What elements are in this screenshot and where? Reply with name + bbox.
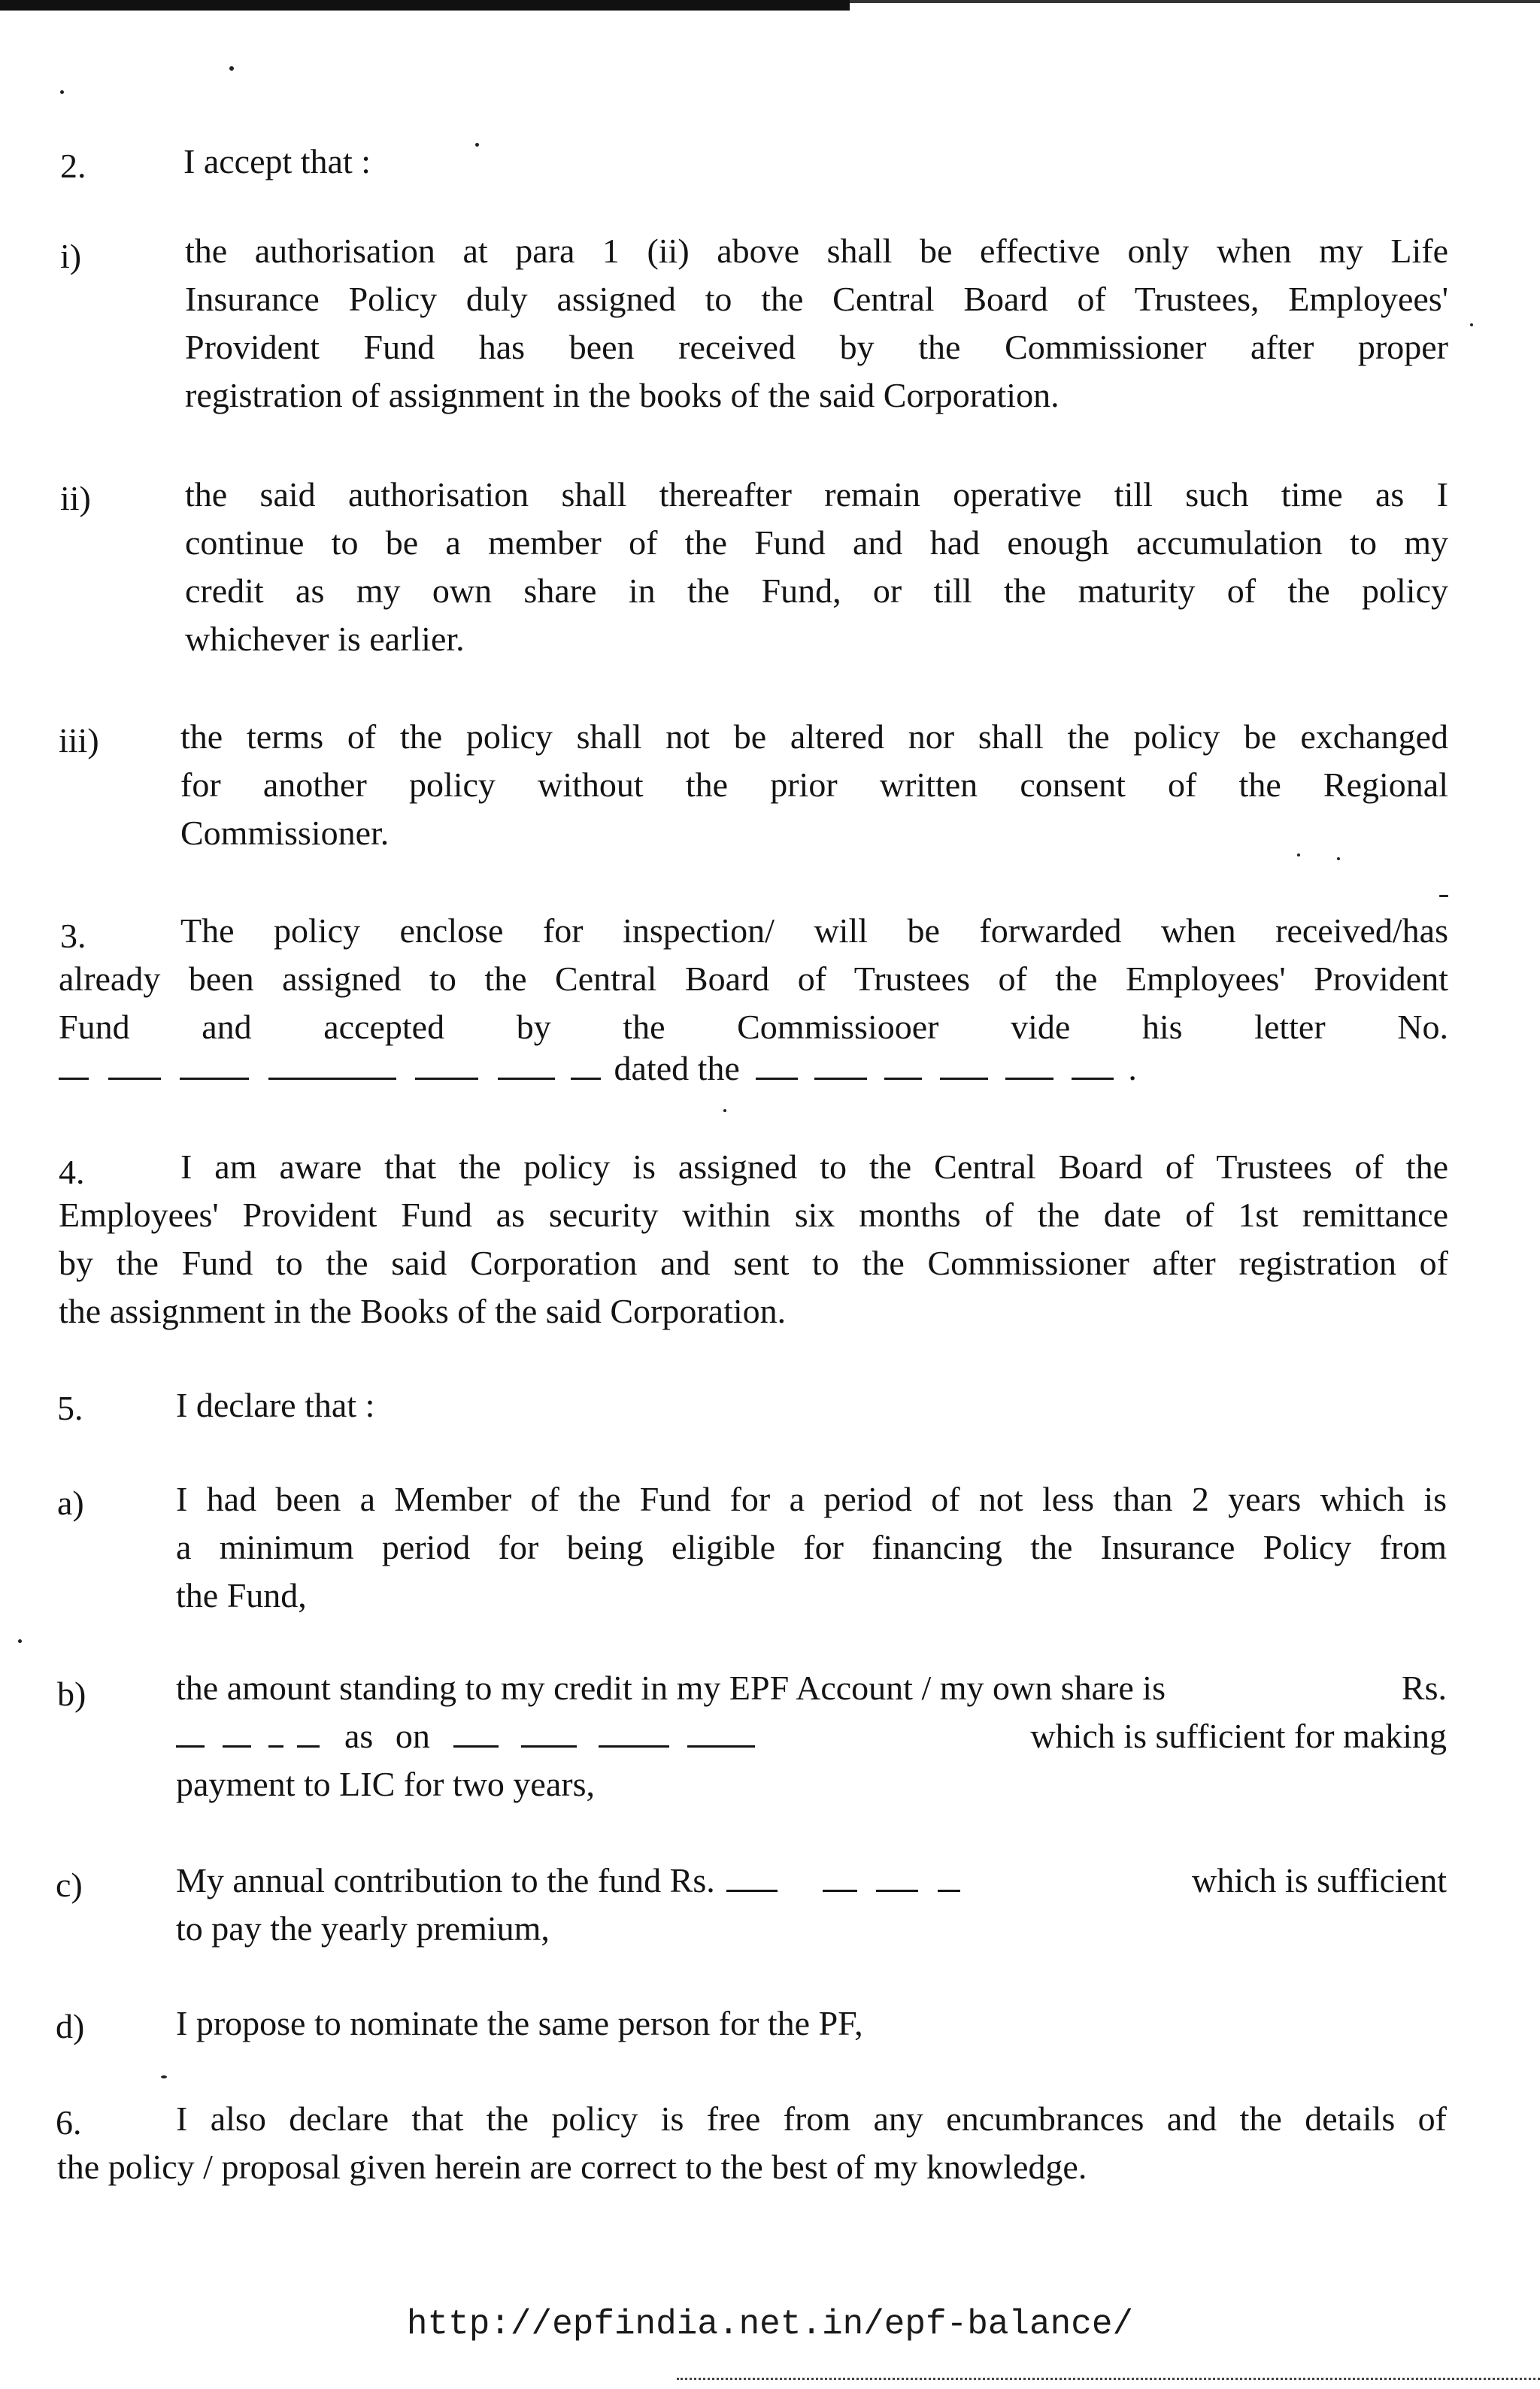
amount-blank[interactable]	[268, 1720, 283, 1748]
item-ii-label: ii)	[60, 479, 91, 517]
amount-blank[interactable]	[176, 1720, 205, 1748]
scan-speck	[18, 1639, 22, 1643]
item-a-line: the Fund,	[176, 1576, 307, 1614]
section-2-heading: I accept that :	[183, 142, 371, 180]
date-blank[interactable]	[884, 1052, 922, 1080]
item-d-label: d)	[56, 2007, 85, 2045]
item-ii-line: continue to be a member of the Fund and had enough accumulation to my	[185, 523, 1448, 562]
section-4-line: by the Fund to the said Corporation and sent to the Commissioner after registration of	[59, 1244, 1448, 1282]
scan-speck	[161, 2075, 167, 2078]
date-blank[interactable]	[756, 1052, 798, 1080]
as-on-date-blank[interactable]	[687, 1720, 755, 1748]
section-3-line: Fund and accepted by the Commissiooer vide his letter No.	[59, 1008, 1448, 1046]
scan-speck	[1439, 895, 1448, 897]
item-c-sufficient: which is sufficient	[1192, 1861, 1447, 1899]
letter-number-blank[interactable]	[498, 1052, 555, 1080]
item-iii-line: for another policy without the prior written consent of the Regional	[180, 766, 1448, 804]
top-scan-border	[0, 0, 850, 11]
section-3-line: The policy enclose for inspection/ will be forwarded when received/has	[180, 911, 1448, 950]
amount-blank[interactable]	[297, 1720, 320, 1748]
bottom-scan-rule	[677, 2378, 1540, 2380]
item-a-line: I had been a Member of the Fund for a period of not less than 2 years which is	[176, 1480, 1447, 1518]
item-ii-text	[185, 471, 1448, 663]
date-blank[interactable]	[1005, 1052, 1053, 1080]
section-5-number: 5.	[57, 1389, 83, 1427]
date-blank[interactable]	[940, 1052, 988, 1080]
footer-url: http://epfindia.net.in/epf-balance/	[406, 2305, 1134, 2344]
letter-number-blank[interactable]	[108, 1052, 161, 1080]
item-c-label: c)	[56, 1866, 83, 1904]
item-iii-text	[180, 713, 1448, 857]
item-iii-label: iii)	[59, 721, 99, 759]
section-6-text	[57, 2095, 1447, 2191]
item-i-line: Insurance Policy duly assigned to the Central Board of Trustees, Employees'	[185, 280, 1448, 318]
contribution-blank[interactable]	[876, 1864, 918, 1892]
dated-label: dated the	[614, 1049, 740, 1087]
section-6-line: the policy / proposal given herein are correct to the best of my knowledge.	[57, 2148, 1087, 2186]
section-6-line: I also declare that the policy is free from any encumbrances and the details of	[176, 2099, 1447, 2138]
scan-speck	[723, 1109, 726, 1112]
item-i-text	[185, 227, 1448, 420]
section-3-line: already been assigned to the Central Board of Trustees of the Employees' Provident	[59, 960, 1448, 998]
item-c-line-1	[176, 1863, 1447, 1898]
section-2-number: 2.	[60, 147, 86, 185]
date-blank[interactable]	[814, 1052, 867, 1080]
section-5-heading: I declare that :	[176, 1386, 375, 1424]
section-3-number: 3.	[60, 917, 86, 955]
scan-speck	[475, 143, 479, 147]
item-iii-line: Commissioner.	[180, 814, 390, 852]
scan-speck	[229, 66, 234, 71]
item-c-text: My annual contribution to the fund Rs.	[176, 1861, 715, 1899]
amount-blank[interactable]	[223, 1720, 251, 1748]
section-6-number: 6.	[56, 2103, 82, 2142]
contribution-blank[interactable]	[726, 1864, 778, 1892]
scan-speck	[1337, 857, 1340, 860]
item-b-line-2	[176, 1719, 1447, 1754]
item-ii-line: the said authorisation shall thereafter remain operative till such time as I	[185, 475, 1448, 514]
item-a-line: a minimum period for being eligible for financing the Insurance Policy from	[176, 1528, 1447, 1566]
item-i-line: registration of assignment in the books of the said Corporation.	[185, 376, 1060, 414]
item-a-label: a)	[57, 1484, 84, 1522]
item-i-line: Provident Fund has been received by the Commissioner after proper	[185, 328, 1448, 366]
section-3-letter-line	[59, 1051, 1137, 1086]
item-b-line-3: payment to LIC for two years,	[176, 1765, 595, 1803]
letter-number-blank[interactable]	[571, 1052, 601, 1080]
section-4-line: I am aware that the policy is assigned to the Central Board of Trustees of the	[180, 1148, 1448, 1186]
item-i-label: i)	[60, 237, 82, 275]
scan-speck	[60, 90, 64, 94]
as-on-date-blank[interactable]	[599, 1720, 669, 1748]
contribution-blank[interactable]	[823, 1864, 857, 1892]
as-on-label: as on	[344, 1717, 430, 1755]
item-ii-line: credit as my own share in the Fund, or till the maturity of the policy	[185, 571, 1448, 610]
section-4-line: Employees' Provident Fund as security within six months of the date of 1st remittance	[59, 1196, 1448, 1234]
item-d-text: I propose to nominate the same person for the PF,	[176, 2004, 863, 2042]
section-3-text	[59, 907, 1448, 1051]
section-3-period: .	[1128, 1049, 1137, 1087]
as-on-date-blank[interactable]	[453, 1720, 499, 1748]
letter-number-blank[interactable]	[415, 1052, 478, 1080]
section-4-number: 4.	[59, 1153, 85, 1191]
contribution-blank[interactable]	[938, 1864, 960, 1892]
item-ii-line: whichever is earlier.	[185, 620, 465, 658]
letter-number-blank[interactable]	[59, 1052, 89, 1080]
item-b-rs: Rs.	[1401, 1669, 1447, 1707]
date-blank[interactable]	[1072, 1052, 1114, 1080]
item-b-text: the amount standing to my credit in my EPF Account / my own share is	[176, 1669, 1166, 1707]
item-b-sufficient: which is sufficient for making	[1030, 1717, 1447, 1755]
item-b-line-1	[176, 1671, 1447, 1705]
section-4-line: the assignment in the Books of the said Corporation.	[59, 1292, 787, 1330]
item-iii-line: the terms of the policy shall not be altered nor shall the policy be exchanged	[180, 717, 1448, 756]
top-scan-border-thin	[850, 0, 1540, 3]
section-4-text	[59, 1143, 1448, 1335]
item-b-label: b)	[57, 1675, 86, 1713]
letter-number-blank[interactable]	[268, 1052, 396, 1080]
item-c-line-2: to pay the yearly premium,	[176, 1909, 550, 1948]
letter-number-blank[interactable]	[180, 1052, 249, 1080]
item-a-text	[176, 1475, 1447, 1620]
scan-speck	[1470, 323, 1473, 326]
item-i-line: the authorisation at para 1 (ii) above shall be effective only when my Life	[185, 232, 1448, 270]
as-on-date-blank[interactable]	[521, 1720, 577, 1748]
